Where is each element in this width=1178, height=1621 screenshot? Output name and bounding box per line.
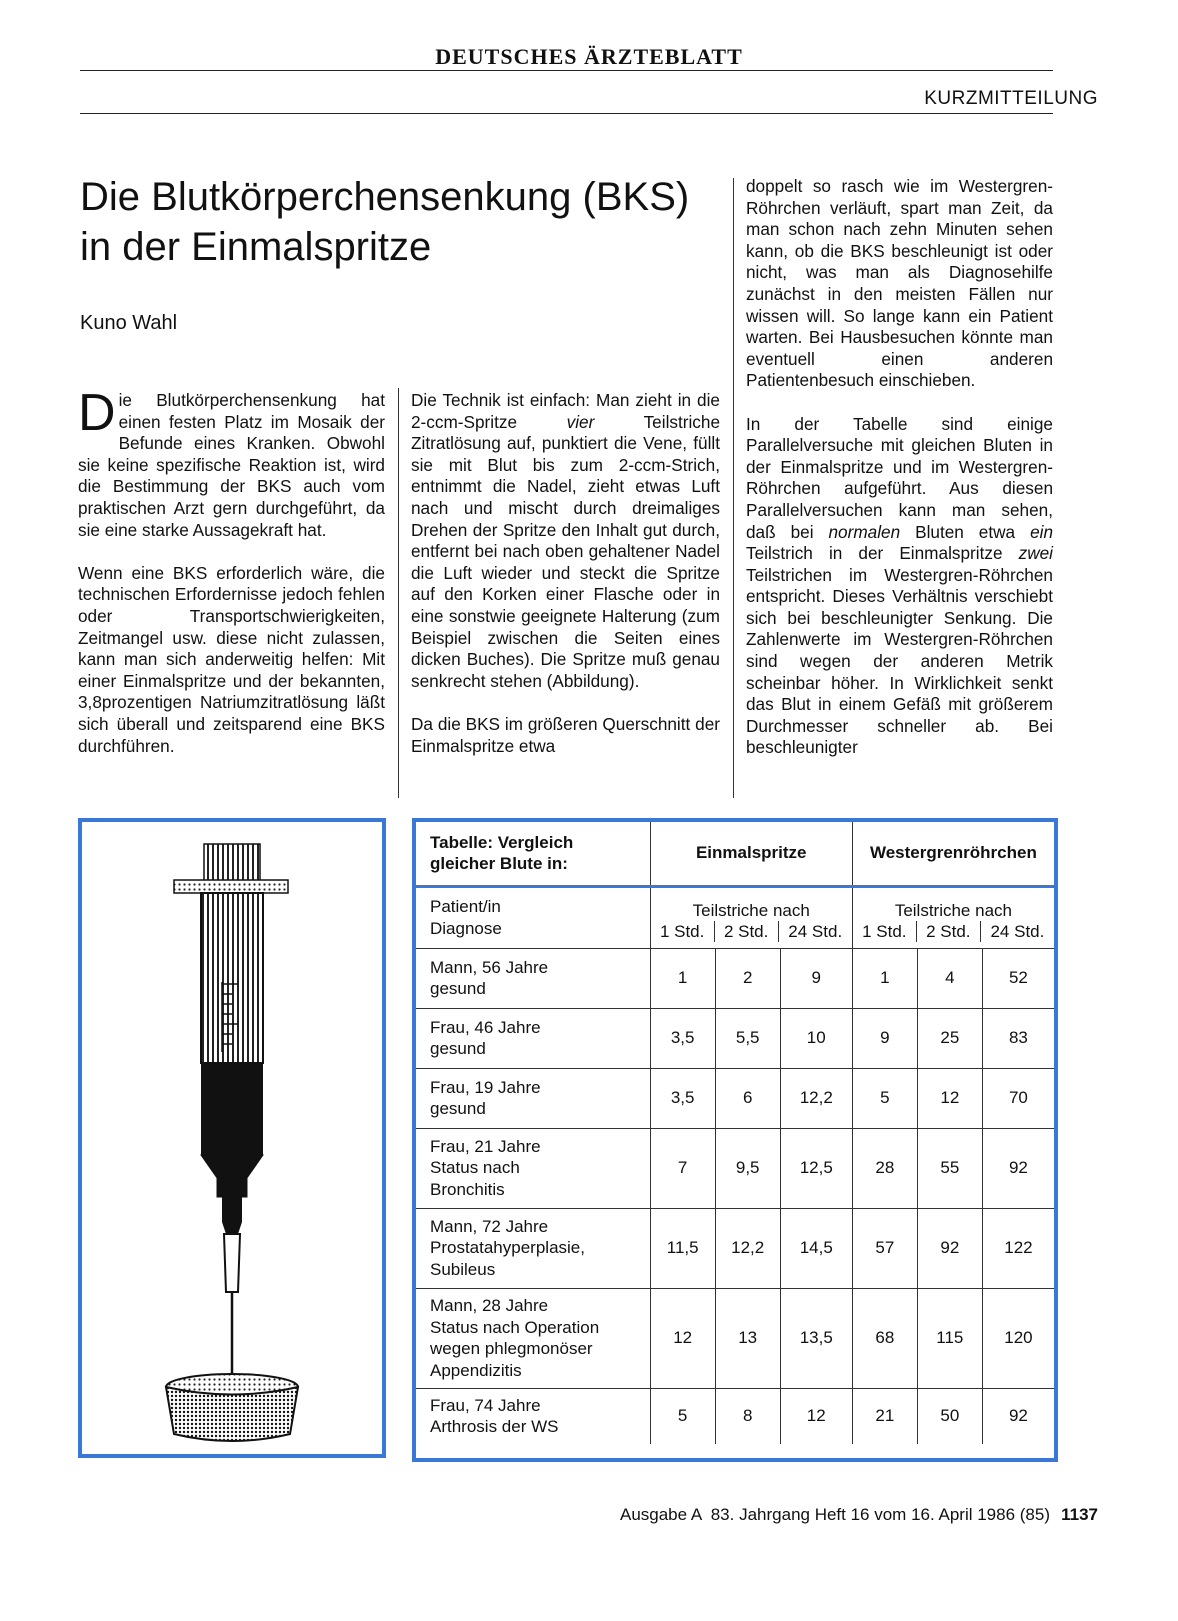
time-headers [853,921,1054,942]
einmalspritze-value: 3,5 [650,1008,715,1068]
patient-cell [416,1008,650,1068]
einmalspritze-value: 13 [715,1288,780,1388]
einmalspritze-value: 7 [650,1128,715,1208]
patient-line: Bronchitis [430,1179,505,1199]
patient-cell [416,1388,650,1444]
group-header-westergren: Westergrenröhrchen [852,822,1054,886]
masthead: DEUTSCHES ÄRZTEBLATT [435,44,743,69]
table-subheader-row [416,886,1054,948]
westergren-value: 92 [982,1388,1054,1444]
patient-line: Prostatahyperplasie, [430,1238,585,1258]
patient-cell [416,1128,650,1208]
time-header: 24 Std. [778,921,852,942]
group-header-einmalspritze: Einmalspritze [650,822,852,886]
column-divider [398,388,399,798]
einmalspritze-value: 13,5 [780,1288,852,1388]
einmalspritze-value: 3,5 [650,1068,715,1128]
einmalspritze-value: 12,5 [780,1128,852,1208]
patient-cell [416,1288,650,1388]
westergren-value: 92 [982,1128,1054,1208]
teilstriche-header-e [650,886,852,948]
patient-line: Mann, 28 Jahre [430,1296,549,1315]
teilstriche-label: Teilstriche nach [692,900,810,920]
patient-line: Frau, 46 Jahre [430,1017,541,1037]
westergren-value: 25 [917,1008,982,1068]
westergren-value: 83 [982,1008,1054,1068]
column-3 [746,176,1053,781]
einmalspritze-value: 10 [780,1008,852,1068]
title-line-1: Die Blutkörperchensenkung (BKS) [80,175,690,219]
table-row [416,1208,1054,1288]
westergren-value: 4 [917,948,982,1008]
patient-cell [416,1208,650,1288]
patient-line: Status nach [430,1158,520,1178]
patient-line: Status nach Operation [430,1317,600,1337]
emphasis: normalen [828,521,901,542]
westergren-value: 120 [982,1288,1054,1388]
emphasis: ein [1030,521,1054,542]
einmalspritze-value: 12,2 [715,1208,780,1288]
section-rule [80,113,1053,114]
patient-header [416,886,650,948]
einmalspritze-value: 9 [780,948,852,1008]
column-1 [78,384,385,779]
einmalspritze-value: 9,5 [715,1128,780,1208]
paragraph-text: ie Blutkörperchensenkung hat einen festen Platz im Mosaik der Befunde eines Kranken. Obwohl sie keine spezifische Reaktion ist, wird die Bestimmung der BKS auch vom praktischen Arzt gern durchgeführt, da sie eine starke Aussagekraft hat. [78,390,385,540]
einmalspritze-value: 12,2 [780,1068,852,1128]
article-title [80,172,740,272]
header-line: Diagnose [430,918,502,938]
westergren-value: 12 [917,1068,982,1128]
patient-line: Mann, 56 Jahre [430,957,549,977]
table-row [416,1008,1054,1068]
table-row [416,1128,1054,1208]
footer-issue: Ausgabe A 83. Jahrgang Heft 16 vom 16. April 1986 (85) [619,1505,1050,1524]
patient-line: Frau, 74 Jahre [430,1395,541,1415]
caption-line: gleicher Blute in: [430,854,568,874]
syringe-icon [82,822,382,1454]
westergren-value: 68 [852,1288,917,1388]
time-header: 1 Std. [659,921,705,941]
table-body [416,948,1054,1444]
emphasis: vier [566,411,595,432]
figure-syringe [78,818,386,1458]
table-header-row [416,822,1054,886]
comparison-table [412,818,1058,1462]
paragraph [746,414,1053,760]
westergren-value: 57 [852,1208,917,1288]
westergren-value: 1 [852,948,917,1008]
text-run: Bluten etwa [915,521,1016,542]
patient-line: Subileus [430,1259,496,1279]
einmalspritze-value: 5,5 [715,1008,780,1068]
table-row [416,948,1054,1008]
patient-line: wegen phlegmonöser [430,1339,593,1358]
page-number: 1137 [1061,1505,1098,1524]
einmalspritze-value: 11,5 [650,1208,715,1288]
einmalspritze-value: 14,5 [780,1208,852,1288]
text-run: Die Technik ist einfach: Man zieht in die 2-ccm-Spritze [411,390,720,432]
emphasis: zwei [1018,543,1053,564]
drop-cap: D [78,384,116,442]
patient-cell [416,948,650,1008]
patient-cell [416,1068,650,1128]
einmalspritze-value: 1 [650,948,715,1008]
title-line-2: in der Einmalspritze [80,225,432,269]
column-2 [411,390,720,779]
text-run: Teilstrichen im Westergren-Röhrchen entspricht. Dieses Verhältnis verschiebt sich bei beschleunigter Senkung. Die Zahlenwerte im Westergren-Röhrchen sind wegen der anderen Metrik scheinbar höher. In Wirklichkeit senkt das Blut in einem Gefäß mit größerem Durchmesser schneller ab. Bei beschleunigter [746,564,1053,758]
patient-line: gesund [430,1099,486,1118]
masthead-rule [80,70,1053,71]
westergren-value: 52 [982,948,1054,1008]
table-row [416,1288,1054,1388]
paragraph: doppelt so rasch wie im Westergren-Röhrchen verläuft, spart man Zeit, da man schon nach zehn Minuten sehen kann, ob die BKS beschleunigt ist oder nicht, was man als Diagnosehilfe zunächst in den meisten Fällen nur wissen will. So lange kann ein Patient warten. Bei Hausbesuchen könnte man eventuell einen anderen Patientenbesuch einschieben. [746,176,1053,391]
patient-line: Frau, 19 Jahre [430,1077,541,1097]
westergren-value: 55 [917,1128,982,1208]
patient-line: Frau, 21 Jahre [430,1136,541,1156]
paragraph: Wenn eine BKS erforderlich wäre, die technischen Erfordernisse jedoch fehlen oder Transportschwierigkeiten, Zeitmangel usw. diese nicht zulassen, kann man sich anderweitig helfen: Mit einer Einmalspritze und der bekannten, 3,8prozentigen Natriumzitratlösung läßt sich überall und zeitsparend eine BKS durchführen. [78,562,385,756]
text-run: Teilstrich in der Einmalspritze [746,543,1003,564]
einmalspritze-value: 8 [715,1388,780,1444]
einmalspritze-value: 12 [650,1288,715,1388]
patient-line: gesund [430,979,486,998]
data-table [416,822,1054,1444]
westergren-value: 115 [917,1288,982,1388]
table-caption [416,822,650,886]
westergren-value: 9 [852,1008,917,1068]
westergren-value: 92 [917,1208,982,1288]
text-run: In der Tabelle sind einige Parallelversuche mit gleichen Bluten in der Einmalspritze und im Westergren-Röhrchen aufgeführt. Aus diesen Parallelversuchen kann man sehen, daß bei [746,413,1053,542]
time-header: 24 Std. [980,921,1054,942]
paragraph [411,390,720,692]
time-headers [651,921,852,942]
table-row [416,1388,1054,1444]
westergren-value: 50 [917,1388,982,1444]
einmalspritze-value: 2 [715,948,780,1008]
westergren-value: 21 [852,1388,917,1444]
header-line: Patient/in [430,897,501,916]
column-divider [733,178,734,798]
patient-line: Appendizitis [430,1360,522,1380]
time-header: 1 Std. [862,921,907,941]
time-header: 2 Std. [714,921,778,942]
patient-line: gesund [430,1039,486,1058]
einmalspritze-value: 12 [780,1388,852,1444]
time-header: 2 Std. [916,921,980,942]
section-label: KURZMITTEILUNG [924,88,1098,109]
author: Kuno Wahl [80,312,178,334]
westergren-value: 70 [982,1068,1054,1128]
patient-line: Mann, 72 Jahre [430,1216,549,1236]
westergren-value: 28 [852,1128,917,1208]
text-run: Teilstriche Zitratlösung auf, punktiert die Vene, füllt sie mit Blut bis zum 2-ccm-Strich, entnimmt die Nadel, zieht etwas Luft nach und mischt durch dreimaliges Drehen der Spritze den Inhalt gut durch, entfernt bei nach oben gehaltener Nadel die Luft wieder und steckt die Spritze auf den Korken einer Flasche oder in eine sonstwie geeignete Halterung (zum Beispiel zwischen die Seiten eines dicken Buches). Die Spritze muß genau senkrecht stehen (Abbildung). [411,411,721,691]
teilstriche-label: Teilstriche nach [894,900,1012,920]
teilstriche-header-w [852,886,1054,948]
patient-line: Arthrosis der WS [430,1417,559,1437]
paragraph: Da die BKS im größeren Querschnitt der Einmalspritze etwa [411,713,720,756]
westergren-value: 5 [852,1068,917,1128]
einmalspritze-value: 5 [650,1388,715,1444]
table-row [416,1068,1054,1128]
einmalspritze-value: 6 [715,1068,780,1128]
caption-line: Tabelle: Vergleich [430,833,574,853]
westergren-value: 122 [982,1208,1054,1288]
paragraph [78,384,385,541]
